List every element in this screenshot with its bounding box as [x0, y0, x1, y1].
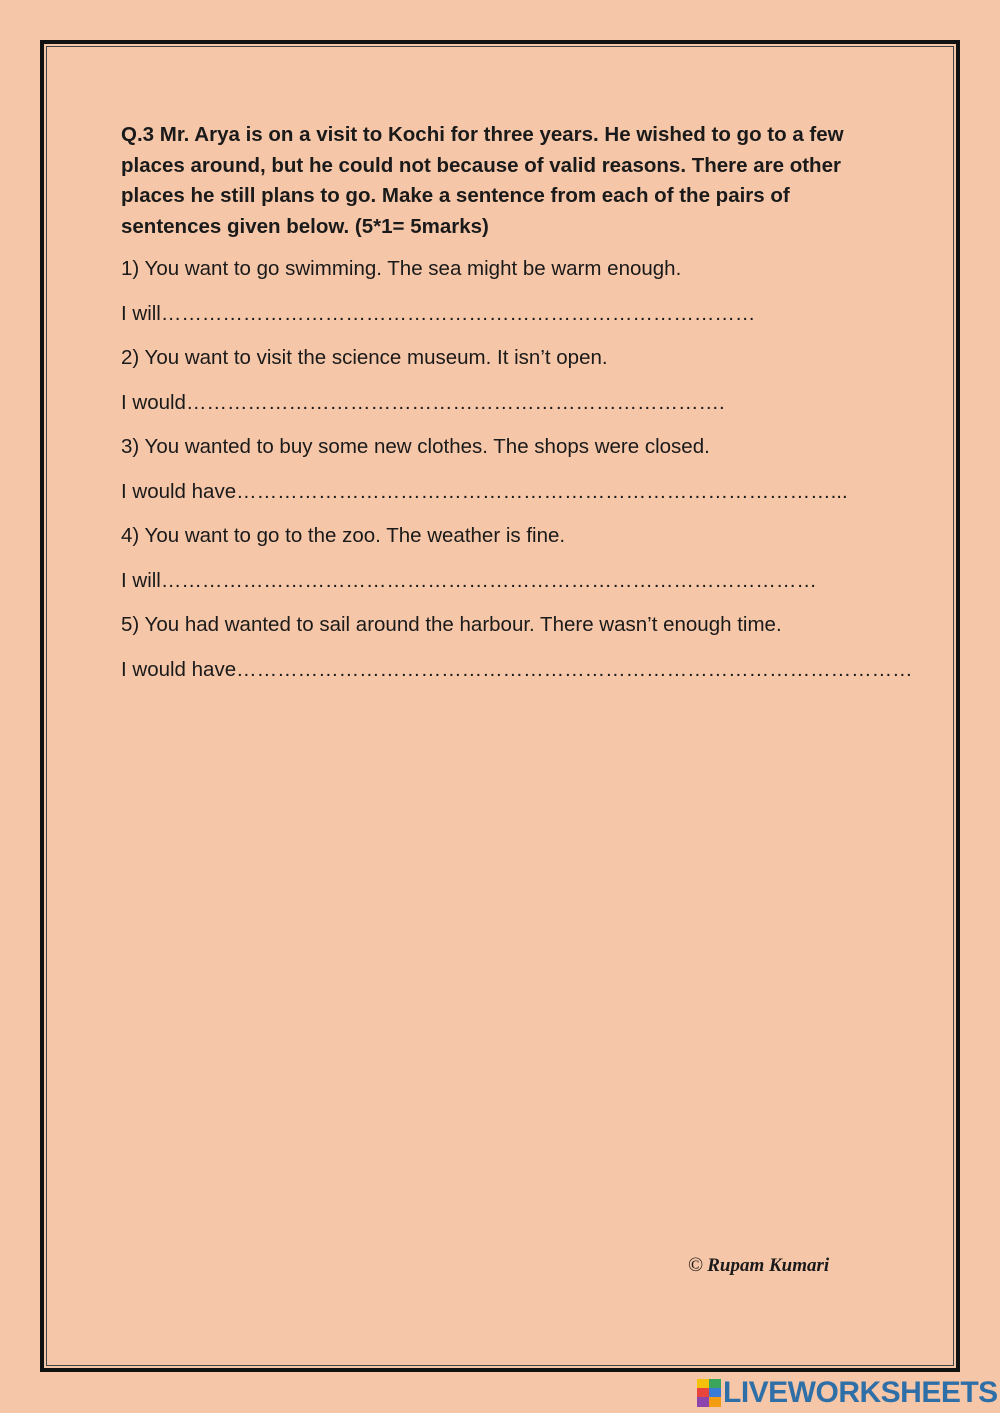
answer-line-5[interactable]: I would have……………………………………………………………………………………… — [121, 658, 913, 681]
author-name: Rupam Kumari — [707, 1255, 830, 1276]
item-prompt-2: 2) You want to visit the science museum. It isn’t open. — [121, 346, 608, 369]
answer-line-1[interactable]: I will…………………………………………………………………………… — [121, 302, 756, 325]
answer-line-4[interactable]: I will…………………………………………………………………………………… — [121, 569, 817, 592]
copyright-signature — [688, 1254, 829, 1277]
liveworksheets-logo-icon — [697, 1379, 721, 1407]
item-prompt-5: 5) You had wanted to sail around the harbour. There wasn’t enough time. — [121, 613, 782, 636]
copyright-symbol: © — [688, 1254, 704, 1276]
item-prompt-3: 3) You wanted to buy some new clothes. The shops were closed. — [121, 435, 710, 458]
answer-line-3[interactable]: I would have……………………………………………………………………………... — [121, 480, 848, 503]
item-prompt-1: 1) You want to go swimming. The sea might be warm enough. — [121, 257, 682, 280]
question-text: Q.3 Mr. Arya is on a visit to Kochi for three years. He wished to go to a few places around, but he could not because of valid reasons. There are other places he still plans to go. Make a sentence from each of the pairs of sentences given below. (5*1= 5marks) — [121, 123, 844, 238]
brand-name: LIVEWORKSHEETS — [723, 1376, 998, 1409]
item-prompt-4: 4) You want to go to the zoo. The weather is fine. — [121, 524, 566, 547]
answer-line-2[interactable]: I would……………………………………………………………………. — [121, 391, 725, 414]
liveworksheets-brand[interactable] — [697, 1376, 998, 1410]
worksheet-content — [121, 120, 913, 700]
